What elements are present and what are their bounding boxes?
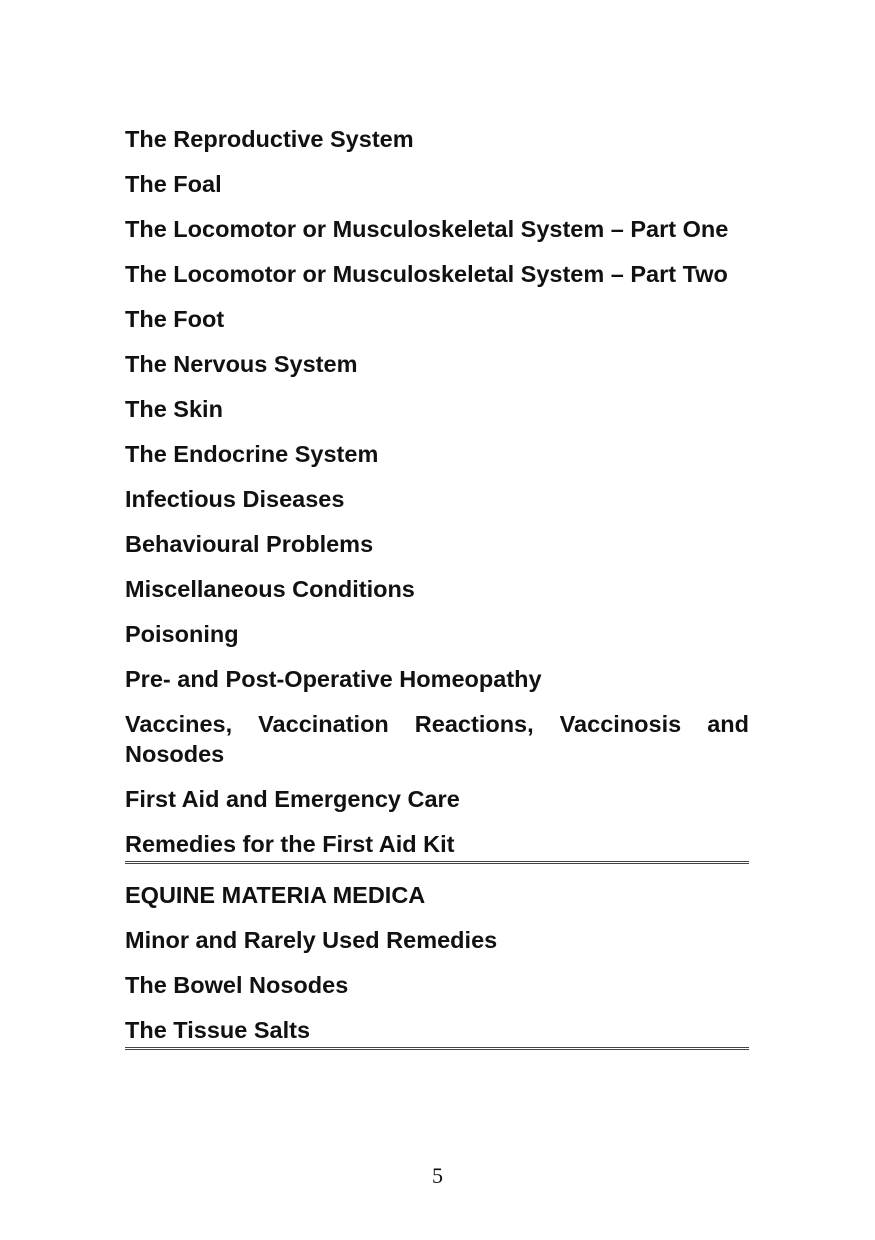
toc-entry-skin: The Skin xyxy=(125,396,223,422)
toc-entry-locomotor-part-two: The Locomotor or Musculoskeletal System – Part Two xyxy=(125,261,728,287)
toc-entry-locomotor-part-one: The Locomotor or Musculoskeletal System – Part One xyxy=(125,216,729,242)
toc-entry-equine-materia-medica: EQUINE MATERIA MEDICA xyxy=(125,882,426,908)
toc-entry-foal: The Foal xyxy=(125,171,222,197)
toc-entry-poisoning: Poisoning xyxy=(125,621,239,647)
toc-entry-behavioural-problems: Behavioural Problems xyxy=(125,531,374,557)
toc-entry-pre-post-operative: Pre- and Post-Operative Homeopathy xyxy=(125,666,542,692)
toc-entry-first-aid-kit: Remedies for the First Aid Kit xyxy=(125,829,749,864)
toc-entry-endocrine-system: The Endocrine System xyxy=(125,441,379,467)
page-number: 5 xyxy=(432,1163,443,1188)
toc-entry-reproductive-system: The Reproductive System xyxy=(125,126,414,152)
toc-entry-minor-remedies: Minor and Rarely Used Remedies xyxy=(125,927,498,953)
toc-entry-miscellaneous-conditions: Miscellaneous Conditions xyxy=(125,576,415,602)
toc-entry-vaccines: Vaccines, Vaccination Reactions, Vaccinosis and Nosodes xyxy=(125,711,749,767)
toc-entry-bowel-nosodes: The Bowel Nosodes xyxy=(125,972,349,998)
toc-entry-infectious-diseases: Infectious Diseases xyxy=(125,486,345,512)
table-of-contents xyxy=(125,124,749,1050)
toc-entry-foot: The Foot xyxy=(125,306,225,332)
toc-entry-tissue-salts: The Tissue Salts xyxy=(125,1015,749,1050)
toc-entry-nervous-system: The Nervous System xyxy=(125,351,358,377)
toc-entry-first-aid: First Aid and Emergency Care xyxy=(125,786,460,812)
